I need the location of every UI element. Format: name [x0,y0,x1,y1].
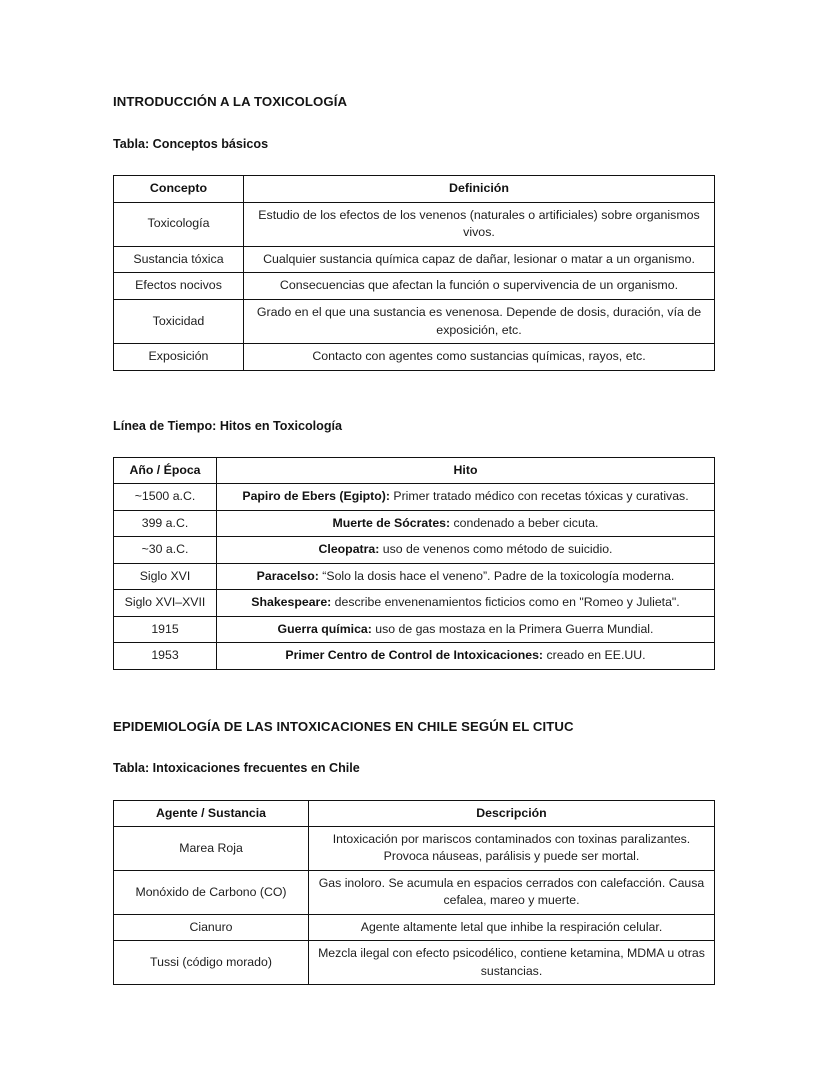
cell-hito [217,643,715,669]
spacer [113,371,714,419]
cell-text: uso de venenos como método de suicidio. [379,542,613,557]
table-header-row [114,800,715,826]
table-row [114,273,715,300]
cell-concepto: Sustancia tóxica [114,246,244,273]
cell-definicion [244,246,715,273]
table-row [114,484,715,510]
cell-text: Cualquier sustancia química capaz de dañar, lesionar o matar a un organismo. [263,251,695,266]
table-row [114,300,715,344]
column-header-definicion: Definición [244,175,715,202]
cell-text: Estudio de los efectos de los venenos (naturales o artificiales) sobre organismos vivos. [258,207,700,240]
cell-hito [217,537,715,563]
cell-descripcion [309,941,715,985]
table-row [114,344,715,371]
column-header-hito: Hito [217,457,715,483]
cell-concepto: Toxicidad [114,300,244,344]
cell-text: Intoxicación por mariscos contaminados con toxinas paralizantes. Provoca náuseas, parálisis y puede ser mortal. [332,831,691,864]
table-caption-intoxicaciones-chile: Tabla: Intoxicaciones frecuentes en Chile [113,761,360,776]
spacer [113,152,714,175]
cell-agente: Tussi (código morado) [114,941,309,985]
cell-text: condenado a beber cicuta. [450,515,599,530]
column-header-ano-epoca: Año / Época [114,457,217,483]
cell-text: Mezcla ilegal con efecto psicodélico, contiene ketamina, MDMA u otras sustancias. [318,946,705,978]
cell-lead: Guerra química: [277,621,372,636]
cell-lead: Paracelso: [256,568,319,583]
table-conceptos-basicos [113,175,715,371]
table-caption-conceptos: Tabla: Conceptos básicos [113,136,269,151]
cell-text: Primer tratado médico con recetas tóxicas y curativas. [389,489,689,504]
cell-ano: ~30 a.C. [114,537,217,563]
table-row [114,590,715,616]
cell-lead: Papiro de Ebers (Egipto): [242,489,390,504]
cell-text: Agente altamente letal que inhibe la respiración celular. [360,919,663,934]
cell-text: Consecuencias que afectan la función o supervivencia de un organismo. [279,278,679,293]
cell-descripcion [309,870,715,914]
cell-definicion [244,344,715,371]
cell-text: Contacto con agentes como sustancias químicas, rayos, etc. [312,349,646,364]
cell-text: creado en EE.UU. [543,648,646,663]
spacer [113,777,714,800]
spacer [113,734,714,761]
column-header-concepto: Concepto [114,175,244,202]
cell-hito [217,510,715,536]
spacer [113,670,714,719]
cell-hito [217,590,715,616]
cell-concepto: Exposición [114,344,244,371]
table-row [114,643,715,669]
section-title-introduccion: INTRODUCCIÓN A LA TOXICOLOGÍA [113,94,348,109]
table-row [114,870,715,914]
cell-definicion [244,202,715,246]
cell-lead: Muerte de Sócrates: [332,515,451,530]
cell-lead: Primer Centro de Control de Intoxicaciones: [285,648,544,663]
cell-concepto: Efectos nocivos [114,273,244,300]
cell-definicion [244,300,715,344]
cell-hito [217,563,715,589]
column-header-descripcion: Descripción [309,800,715,826]
column-header-agente-sustancia: Agente / Sustancia [114,800,309,826]
table-row [114,563,715,589]
table-row [114,616,715,642]
table-intoxicaciones-chile [113,800,715,986]
section-title-epidemiologia: EPIDEMIOLOGÍA DE LAS INTOXICACIONES EN CHILE SEGÚN EL CITUC [113,718,574,734]
cell-descripcion [309,826,715,870]
cell-text: “Solo la dosis hace el veneno”. Padre de la toxicología moderna. [318,568,675,583]
table-row [114,202,715,246]
cell-text: Gas inoloro. Se acumula en espacios cerrados con calefacción. Causa cefalea, mareo y muerte. [318,875,705,908]
cell-lead: Cleopatra: [318,542,380,557]
cell-ano: 1953 [114,643,217,669]
cell-ano: Siglo XVI [114,563,217,589]
cell-text: Grado en el que una sustancia es venenosa. Depende de dosis, duración, vía de exposición, etc. [256,305,702,337]
document-page [113,0,714,985]
cell-text: uso de gas mostaza en la Primera Guerra Mundial. [371,621,654,636]
cell-concepto: Toxicología [114,202,244,246]
table-row [114,537,715,563]
cell-hito [217,616,715,642]
cell-definicion [244,273,715,300]
table-header-row [114,175,715,202]
cell-agente: Marea Roja [114,826,309,870]
cell-ano: 399 a.C. [114,510,217,536]
spacer [113,434,714,457]
cell-hito [217,484,715,510]
cell-ano: Siglo XVI–XVII [114,590,217,616]
table-header-row [114,457,715,483]
table-row [114,246,715,273]
cell-text: describe envenenamientos ficticios como en "Romeo y Julieta". [331,595,680,610]
cell-agente: Monóxido de Carbono (CO) [114,870,309,914]
cell-agente: Cianuro [114,914,309,940]
table-caption-linea-de-tiempo: Línea de Tiempo: Hitos en Toxicología [113,418,343,433]
table-row [114,826,715,870]
table-row [114,941,715,985]
cell-descripcion [309,914,715,940]
table-linea-de-tiempo [113,457,715,670]
table-row [114,914,715,940]
cell-ano: ~1500 a.C. [114,484,217,510]
spacer [113,110,714,137]
cell-lead: Shakespeare: [251,595,332,610]
table-row [114,510,715,536]
cell-ano: 1915 [114,616,217,642]
